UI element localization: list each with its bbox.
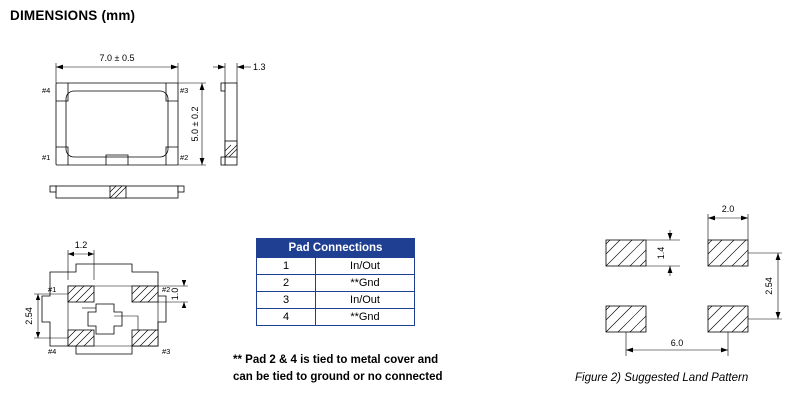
edge-view-drawing — [20, 178, 235, 208]
figure-2-caption: Figure 2) Suggested Land Pattern — [575, 372, 749, 384]
land-pad-top-right — [708, 240, 748, 266]
bottom-view-pin-1-label: #1 — [48, 285, 57, 294]
pad-function: In/Out — [316, 258, 415, 275]
table-header-row — [257, 239, 415, 258]
top-view-width-dim-label: 7.0 ± 0.5 — [99, 53, 135, 63]
bottom-view-pin-4-label: #4 — [48, 347, 57, 356]
land-pitch-dim-label: 2.54 — [764, 277, 774, 295]
pad-note-line-2: can be tied to ground or no connected — [233, 371, 443, 383]
pad-function: **Gnd — [316, 275, 415, 292]
land-span-dim-label: 6.0 — [670, 338, 684, 348]
pad-note — [233, 352, 493, 386]
land-pad-width-dim-label: 2.0 — [721, 204, 735, 214]
top-view-pin-1-label: #1 — [42, 153, 51, 162]
side-view-thickness-dim-label: 1.3 — [253, 62, 266, 72]
page-title: DIMENSIONS (mm) — [10, 8, 136, 23]
table-row — [257, 275, 415, 292]
land-pad-bottom-right — [708, 306, 748, 332]
bottom-view-pad-height-dim-label: 1.0 — [170, 287, 180, 301]
bottom-view-pin-2-label: #2 — [162, 285, 171, 294]
bottom-view-pitch-dim-label: 2.54 — [24, 307, 34, 325]
table-row — [257, 309, 415, 326]
pad-number: 3 — [257, 292, 316, 309]
top-view-height-dim-label: 5.0 ± 0.2 — [190, 106, 200, 142]
table-row — [257, 292, 415, 309]
land-pad-top-left — [606, 240, 646, 266]
pad-number: 1 — [257, 258, 316, 275]
bottom-view-pad-width-dim-label: 1.2 — [74, 240, 88, 250]
table-row — [257, 258, 415, 275]
pad-connections-table — [256, 238, 415, 326]
top-view-pin-4-label: #4 — [42, 86, 51, 95]
top-view-pin-3-label: #3 — [180, 86, 189, 95]
pad-function: **Gnd — [316, 309, 415, 326]
pad-function: In/Out — [316, 292, 415, 309]
pad-number: 2 — [257, 275, 316, 292]
pad-connections-title: Pad Connections — [257, 239, 415, 258]
land-pad-height-dim-label: 1.4 — [656, 246, 666, 260]
pad-number: 4 — [257, 309, 316, 326]
top-view-pin-2-label: #2 — [180, 153, 189, 162]
land-pad-bottom-left — [606, 306, 646, 332]
bottom-view-drawing — [10, 228, 235, 388]
side-view-drawing — [205, 45, 295, 185]
land-pattern-drawing — [570, 200, 810, 370]
bottom-view-pin-3-label: #3 — [162, 347, 171, 356]
pad-note-line-1: ** Pad 2 & 4 is tied to metal cover and — [233, 354, 439, 366]
top-view-drawing — [20, 45, 235, 185]
